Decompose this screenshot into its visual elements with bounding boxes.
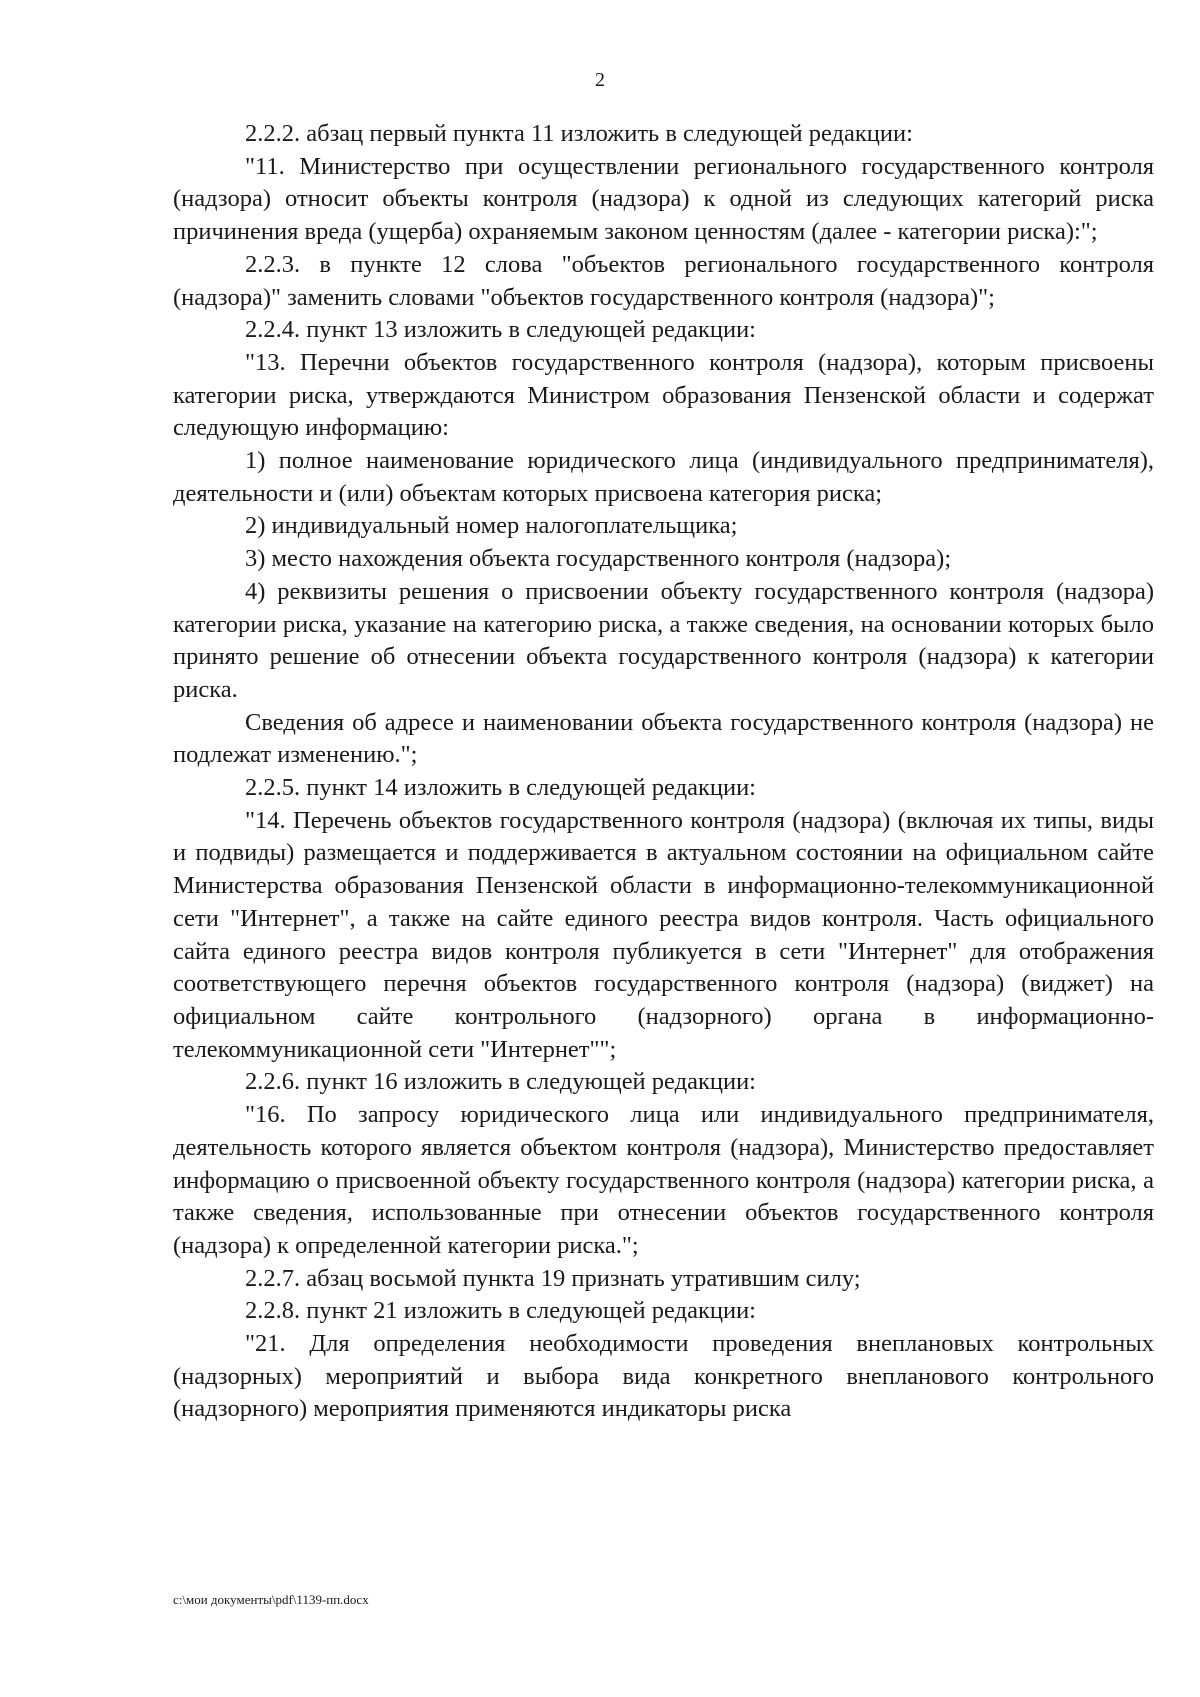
list-item-1: 1) полное наименование юридического лица (индивидуального предпринимателя), деятельности и (или) объектам которых присвоена категория риска; [173,447,1154,507]
page-number: 2 [595,69,605,91]
paragraph-2-2-4: 2.2.4. пункт 13 изложить в следующей редакции: [245,316,756,344]
list-item-3: 3) место нахождения объекта государственного контроля (надзора); [245,545,952,573]
paragraph-2-2-2: 2.2.2. абзац первый пункта 11 изложить в следующей редакции: [245,120,913,147]
paragraph-item-11: "11. Министерство при осуществлении регионального государственного контроля (надзора) относит объекты контроля (надзора) к одной из следующих категорий риска причинения вреда (ущерба) охраняемым законом ценностям (далее - категории риска):"; [173,152,1154,246]
document-body [173,118,1154,1426]
paragraph-2-2-5: 2.2.5. пункт 14 изложить в следующей редакции: [245,774,756,802]
list-item-2: 2) индивидуальный номер налогоплательщика; [245,512,738,540]
paragraph-2-2-3: 2.2.3. в пункте 12 слова "объектов регионального государственного контроля (надзора)" заменить словами "объектов государственного контроля (надзора)"; [173,250,1154,311]
paragraph-item-14: "14. Перечень объектов государственного контроля (надзора) (включая их типы, виды и подвиды) размещается и поддерживается в актуальном состоянии на официальном сайте Министерства образования Пензенской области в информационно-телекоммуникационной сети "Интернет", а также на сайте единого реестра видов контроля. Часть официального сайта единого реестра видов контроля публикуется в сети "Интернет" для отображения соответствующего перечня объектов государственного контроля (надзора) (виджет) на официальном сайте контрольного (надзорного) органа в информационно-телекоммуникационной сети "Интернет""; [173,806,1154,1063]
paragraph-item-21: "21. Для определения необходимости проведения внеплановых контрольных (надзорных) мероприятий и выбора вида конкретного внепланового контрольного (надзорного) мероприятия применяются индикаторы риска [173,1330,1154,1423]
footer-file-path: c:\мои документы\pdf\1139-пп.docx [173,1592,369,1607]
paragraph-address-info: Сведения об адресе и наименовании объекта государственного контроля (надзора) не подлежат изменению."; [173,708,1154,769]
paragraph-2-2-7: 2.2.7. абзац восьмой пункта 19 признать утратившим силу; [245,1264,861,1292]
paragraph-item-13: "13. Перечни объектов государственного контроля (надзора), которым присвоены категории риска, утверждаются Министром образования Пензенской области и содержат следующую информацию: [173,348,1154,442]
paragraph-2-2-6: 2.2.6. пункт 16 изложить в следующей редакции: [245,1068,756,1096]
paragraph-2-2-8: 2.2.8. пункт 21 изложить в следующей редакции: [245,1297,756,1325]
list-item-4: 4) реквизиты решения о присвоении объекту государственного контроля (надзора) категории риска, указание на категорию риска, а также сведения, на основании которых было принято решение об отнесении объекта государственного контроля (надзора) к категории риска. [173,577,1154,703]
paragraph-item-16: "16. По запросу юридического лица или индивидуального предпринимателя, деятельность которого является объектом контроля (надзора), Министерство предоставляет информацию о присвоенной объекту государственного контроля (надзора) категории риска, а также сведения, использованные при отнесении объектов государственного контроля (надзора) к определенной категории риска."; [173,1101,1154,1259]
